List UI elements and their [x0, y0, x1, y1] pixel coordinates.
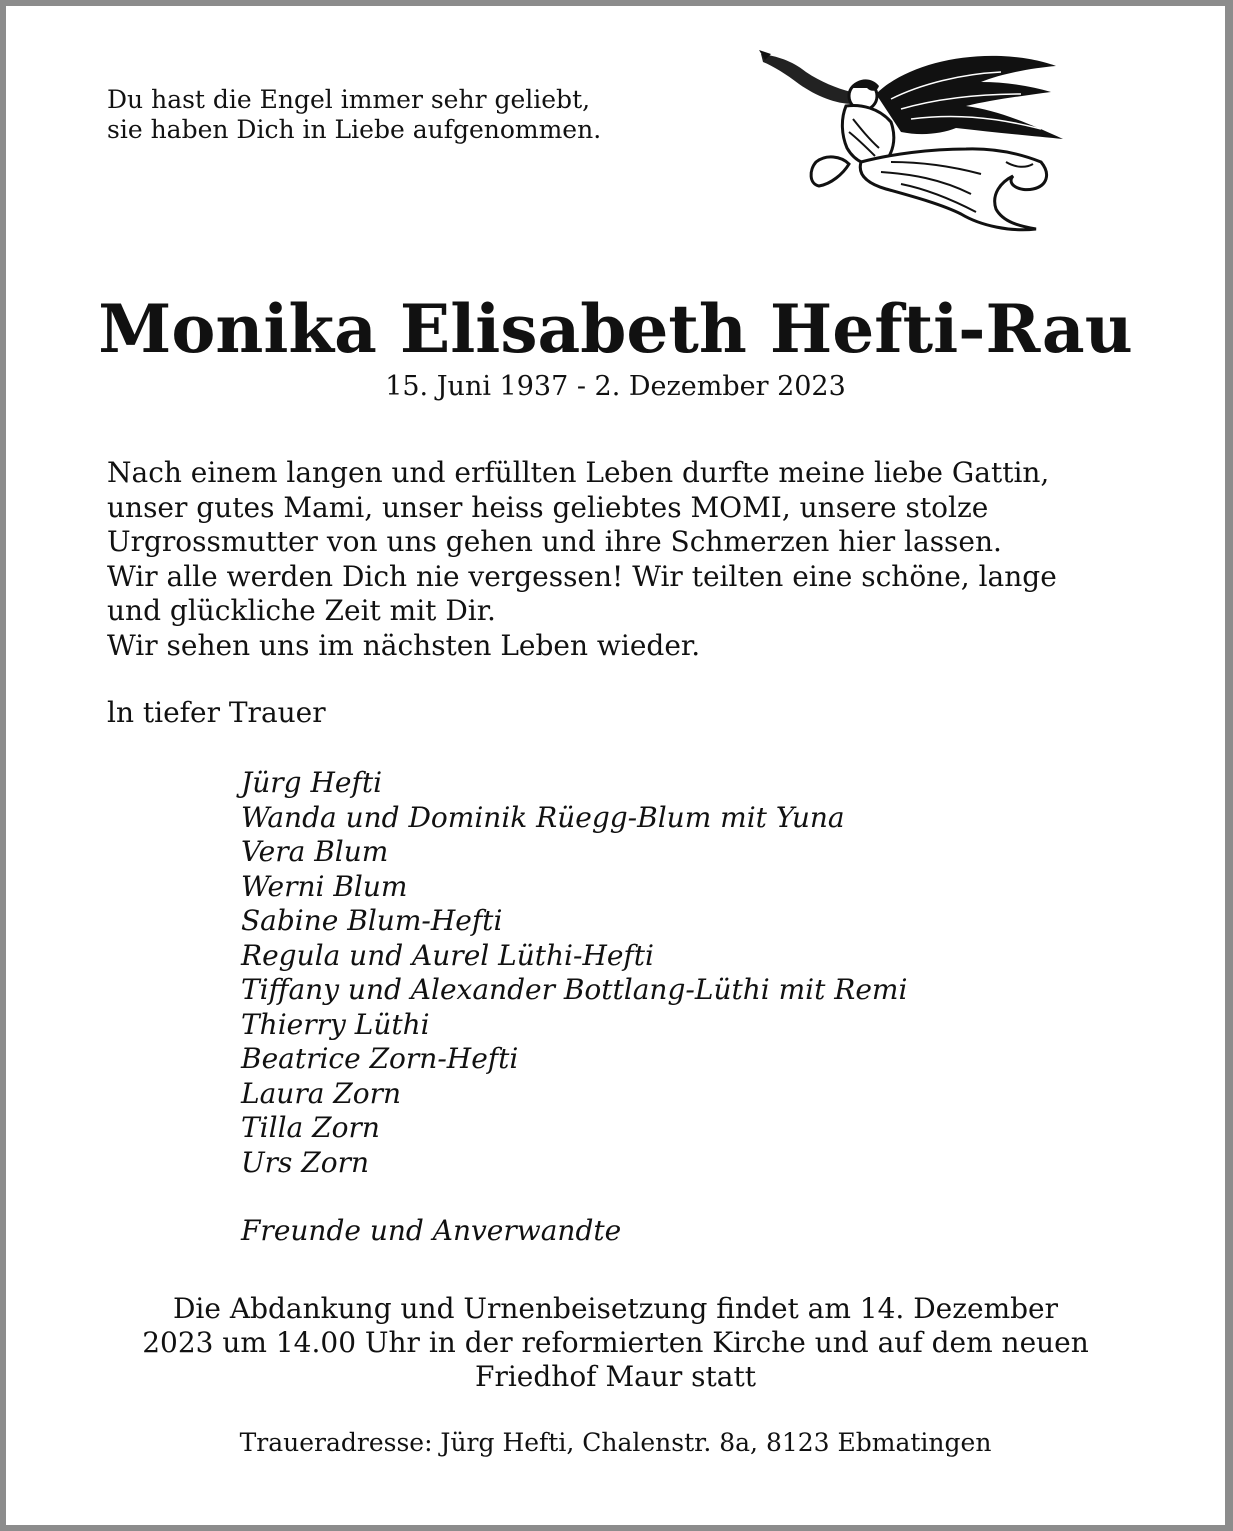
- epigraph: [107, 85, 601, 145]
- epigraph-line: sie haben Dich in Liebe aufgenommen.: [107, 115, 602, 144]
- mourning-address: Traueradresse: Jürg Hefti, Chalenstr. 8a, 8123 Ebmatingen: [239, 1428, 992, 1457]
- mourner-name: Tilla Zorn: [241, 1111, 380, 1144]
- message-line: Nach einem langen und erfüllten Leben durfte meine liebe Gattin,: [107, 456, 1050, 489]
- mourner-name: Wanda und Dominik Rüegg-Blum mit Yuna: [241, 800, 845, 834]
- message-line: und glückliche Zeit mit Dir.: [107, 594, 496, 627]
- life-dates: 15. Juni 1937 - 2. Dezember 2023: [385, 371, 846, 402]
- mourner-name: Jürg Hefti: [241, 766, 383, 799]
- mourner-name: Regula und Aurel Lüthi-Hefti: [241, 938, 654, 972]
- mourner-name: Laura Zorn: [241, 1076, 402, 1110]
- service-notice: [6, 1292, 1225, 1394]
- deceased-name: Monika Elisabeth Hefti-Rau: [98, 290, 1133, 368]
- epigraph-line: Du hast die Engel immer sehr geliebt,: [107, 85, 591, 114]
- mourners-list: [241, 766, 907, 1180]
- mourning-heading: ln tiefer Trauer: [107, 696, 326, 729]
- friends-line: Freunde und Anverwandte: [241, 1214, 622, 1247]
- farewell-message: [107, 456, 1117, 663]
- mourner-name: Thierry Lüthi: [241, 1007, 430, 1041]
- message-line: Wir alle werden Dich nie vergessen! Wir teilten eine schöne, lange: [107, 559, 1057, 593]
- mourner-name: Werni Blum: [241, 869, 408, 903]
- message-line: Urgrossmutter von uns gehen und ihre Schmerzen hier lassen.: [107, 525, 1002, 558]
- message-line: unser gutes Mami, unser heiss geliebtes MOMI, unsere stolze: [107, 490, 989, 524]
- service-line: Friedhof Maur statt: [475, 1360, 756, 1393]
- angel-icon: [751, 44, 1071, 234]
- message-line: Wir sehen uns im nächsten Leben wieder.: [107, 628, 701, 662]
- service-line: 2023 um 14.00 Uhr in der reformierten Kirche und auf dem neuen: [142, 1326, 1089, 1359]
- mourner-name: Beatrice Zorn-Hefti: [241, 1042, 519, 1075]
- service-line: Die Abdankung und Urnenbeisetzung findet am 14. Dezember: [172, 1292, 1059, 1325]
- mourner-name: Sabine Blum-Hefti: [241, 904, 503, 937]
- mourner-name: Tiffany und Alexander Bottlang-Lüthi mit Remi: [241, 973, 908, 1006]
- mourner-name: Vera Blum: [241, 835, 389, 868]
- mourner-name: Urs Zorn: [241, 1145, 369, 1179]
